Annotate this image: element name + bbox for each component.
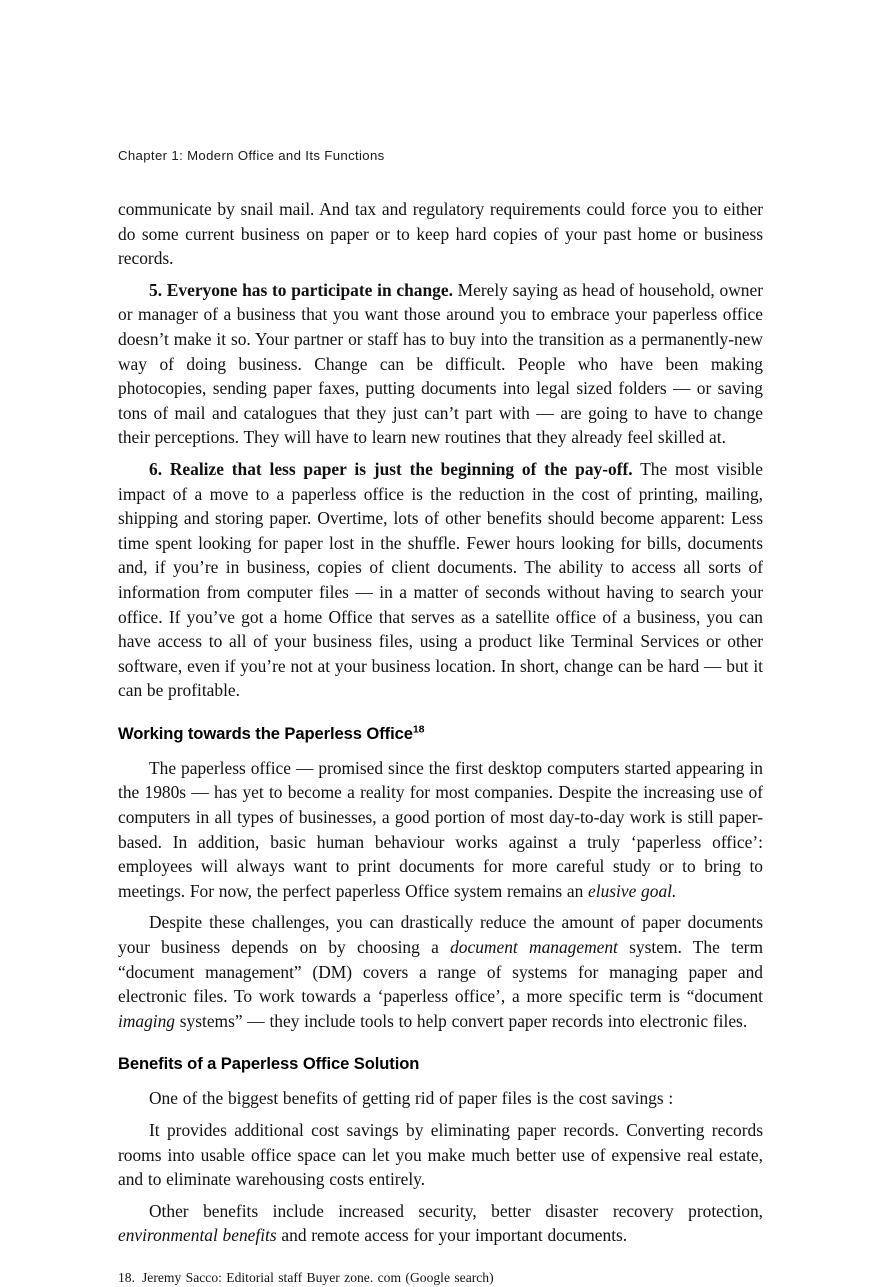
paragraph-dm-part-a: Despite these challenges, you can drastically reduce the amount of paper documents your business depends on by choosing a (118, 912, 763, 958)
paragraph-6-body: The most visible impact of a move to a paperless office is the reduction in the cost of printing, mailing, shipping and storing paper. Overtime, lots of other benefits should become apparent: Less time spent looking for paper lost in the shuffle. Fewer hours looking for bills, documents and, if you’re in business, copies of client documents. The ability to access all sorts of information from computer files — in a matter of seconds without having to search your office. If you’ve got a home Office that serves as a satellite office of a business, you can have access to all of your business files, using a product like Terminal Services or other software, even if you’re not at your business location. In short, change can be hard — but it can be profitable. (118, 458, 763, 701)
paragraph-item-5 (118, 278, 763, 450)
paragraph-paperless-office (118, 756, 763, 904)
paragraph-other-part-b: and remote access for your important documents. (276, 1225, 628, 1246)
running-head: Chapter 1: Modern Office and Its Functions (118, 148, 385, 163)
paragraph-6-lead-in: 6. Realize that less paper is just the beginning of the pay-off. (149, 458, 633, 479)
paragraph-continued: communicate by snail mail. And tax and regulatory requirements could force you to either do some current business on paper or to keep hard copies of your past home or business records. (118, 199, 763, 269)
heading-benefits-paperless-office-solution: Benefits of a Paperless Office Solution (118, 1054, 420, 1074)
paragraph-item-6 (118, 457, 763, 703)
paragraph-dm-part-c: systems” — they include tools to help convert paper records into electronic files. (175, 1010, 748, 1031)
paragraph-dm-part-b: system. The term “document management” (DM) covers a range of systems for managing paper and electronic files. To work towards a ‘paperless office’, a more specific term is “document (118, 937, 763, 1007)
paragraph-other-emphasis: environmental benefits (118, 1225, 277, 1246)
paragraph-other-part-a: Other benefits include increased security, better disaster recovery protection, (149, 1200, 763, 1221)
paragraph-other-benefits (118, 1199, 763, 1248)
paragraph-document-management (118, 910, 763, 1033)
paragraph-5-body: Merely saying as head of household, owner or manager of a business that you want those around you to embrace your paperless office doesn’t make it so. Your partner or staff has to buy into the transition as a permanently-new way of doing business. Change can be difficult. People who have been making photocopies, sending paper faxes, putting documents into legal sized folders — or saving tons of mail and catalogues that they just can’t part with — are going to have to change their perceptions. They will have to learn new routines that they already feel skilled at. (118, 279, 763, 448)
paragraph-dm-emphasis-two: imaging (118, 1010, 176, 1031)
paragraph-dm-emphasis-one: document management (450, 937, 618, 958)
footnote (118, 1268, 763, 1287)
paragraph-cost-savings: One of the biggest benefits of getting rid of paper files is the cost savings : (149, 1088, 674, 1109)
page-content (118, 148, 763, 1287)
paragraph-paperless-body: The paperless office — promised since the first desktop computers started appearing in the 1980s — has yet to become a reality for most companies. Despite the increasing use of computers in all types of businesses, a good portion of most day-to-day work is still paper-based. In addition, basic human behaviour works against a truly ‘paperless office’: employees will always want to print documents for more careful study or to bring to meetings. For now, the perfect paperless Office system remains an (118, 757, 763, 901)
heading-working-towards-text: Working towards the Paperless Office (118, 723, 413, 743)
heading-footnote-marker: 18 (412, 723, 425, 736)
paragraph-paperless-emphasis: elusive goal. (588, 880, 677, 901)
footnote-number: 18. (118, 1269, 135, 1285)
heading-working-towards-paperless-office (118, 723, 763, 745)
footnote-text: Jeremy Sacco: Editorial staff Buyer zone. com (Google search) (142, 1269, 494, 1285)
paragraph-additional-savings: It provides additional cost savings by eliminating paper records. Converting records rooms into usable office space can let you make much better use of expensive real estate, and to eliminate warehousing costs entirely. (118, 1120, 763, 1190)
paragraph-5-lead-in: 5. Everyone has to participate in change. (149, 279, 453, 300)
